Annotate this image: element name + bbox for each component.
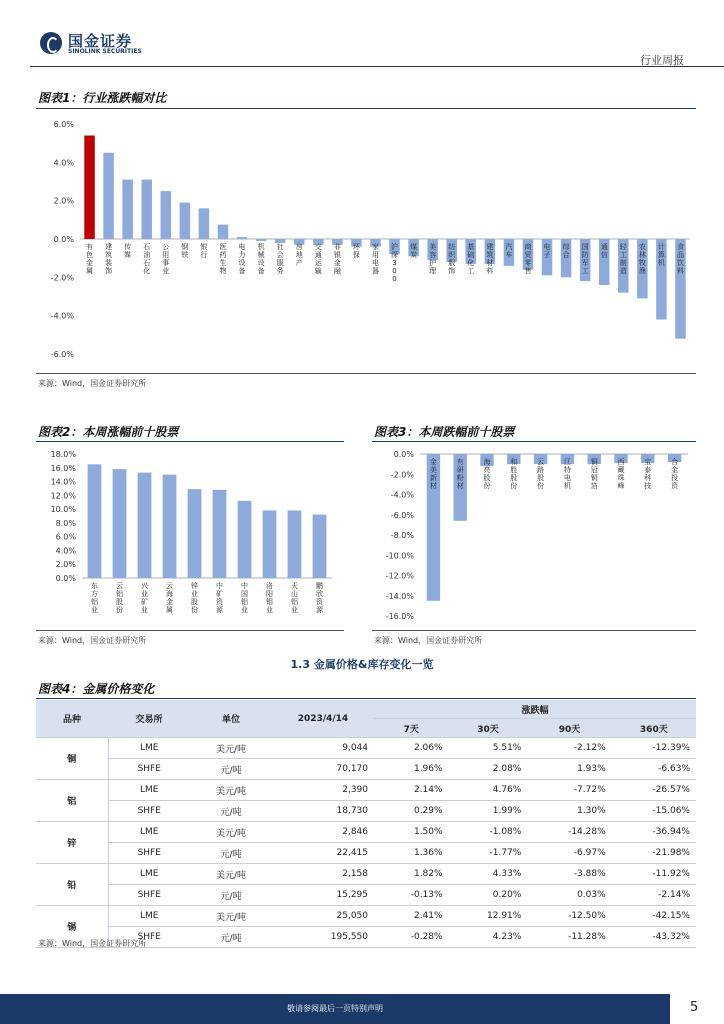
table-row <box>36 843 696 864</box>
bar-5 <box>188 489 202 578</box>
chart2-top-rule <box>36 441 344 442</box>
category-label: 兴业矿业 <box>141 582 148 614</box>
sinolink-logo-icon <box>40 32 62 54</box>
change-30d-cell: -1.08% <box>449 822 528 843</box>
change-360d-cell: -43.32% <box>612 927 696 948</box>
y-tick-label: -6.0% <box>50 350 74 359</box>
price-cell: 70,170 <box>272 759 374 780</box>
change-90d-cell: -3.88% <box>527 864 611 885</box>
bar-9 <box>237 237 247 239</box>
y-tick-label: -2.0% <box>50 273 74 283</box>
y-tick-label: 2.0% <box>55 560 76 570</box>
price-cell: 18,730 <box>272 801 374 822</box>
category-label: 石油石化 <box>143 243 151 275</box>
page-footer <box>0 994 724 1024</box>
unit-cell: 美元/吨 <box>190 906 272 927</box>
y-tick-label: 4.0% <box>55 546 76 556</box>
metal-name-cell: 铅 <box>36 864 108 906</box>
category-label: 综合 <box>562 243 570 259</box>
bar-8 <box>218 225 228 239</box>
unit-cell: 元/吨 <box>190 843 272 864</box>
logo-english-name: SINOLINK SECURITIES <box>68 48 142 55</box>
change-360d-cell: -15.06% <box>612 801 696 822</box>
change-30d-cell: 4.76% <box>449 780 528 801</box>
change-360d-cell: -6.63% <box>612 759 696 780</box>
change-360d-cell: -26.57% <box>612 780 696 801</box>
table-row <box>36 885 696 906</box>
exchange-cell: SHFE <box>108 759 190 780</box>
change-90d-cell: -11.28% <box>527 927 611 948</box>
y-tick-label: 16.0% <box>50 463 76 473</box>
bar-8 <box>263 510 277 578</box>
header-30d: 30天 <box>449 719 528 738</box>
price-cell: 2,158 <box>272 864 374 885</box>
bar-2 <box>103 153 113 239</box>
category-label: 汽车 <box>505 243 513 259</box>
change-360d-cell: -42.15% <box>612 906 696 927</box>
chart3-bottom-rule <box>372 630 696 631</box>
footer-bar <box>0 994 670 1024</box>
chart1-source: 来源：Wind，国金证券研究所 <box>38 379 147 388</box>
exchange-cell: SHFE <box>108 885 190 906</box>
unit-cell: 美元/吨 <box>190 822 272 843</box>
change-90d-cell: 0.03% <box>527 885 611 906</box>
category-label: 传媒 <box>124 243 132 259</box>
chart3-top-losers <box>372 444 696 630</box>
metal-name-cell: 铜 <box>36 738 108 780</box>
price-cell: 195,550 <box>272 927 374 948</box>
unit-cell: 元/吨 <box>190 927 272 948</box>
exchange-cell: LME <box>108 822 190 843</box>
category-label: 基础化工 <box>467 243 475 275</box>
unit-cell: 美元/吨 <box>190 738 272 759</box>
exchange-cell: LME <box>108 906 190 927</box>
y-tick-label: -10.0% <box>385 551 414 561</box>
category-label: 通信 <box>600 243 608 259</box>
price-cell: 9,044 <box>272 738 374 759</box>
header-change: 涨跌幅 <box>374 700 696 719</box>
change-360d-cell: -36.94% <box>612 822 696 843</box>
category-label: 云路股份 <box>537 458 545 490</box>
y-tick-label: 8.0% <box>55 518 76 528</box>
category-label: 东方铝业 <box>91 582 98 614</box>
change-7d-cell: 2.41% <box>374 906 449 927</box>
price-cell: 25,050 <box>272 906 374 927</box>
change-90d-cell: 1.93% <box>527 759 611 780</box>
y-tick-label: 2.0% <box>53 196 74 206</box>
category-label: 煤炭 <box>410 243 418 259</box>
header-divider <box>30 66 724 67</box>
category-label: 纺织服饰 <box>448 243 456 275</box>
exchange-cell: SHFE <box>108 801 190 822</box>
bar-10 <box>256 239 266 241</box>
change-360d-cell: -12.39% <box>612 738 696 759</box>
category-label: 有色金属 <box>86 243 94 275</box>
bar-7 <box>238 501 252 578</box>
y-tick-label: 18.0% <box>50 450 76 459</box>
category-label: 家用电器 <box>371 243 379 275</box>
y-tick-label: 6.0% <box>55 532 76 542</box>
header-90d: 90天 <box>527 719 611 738</box>
y-tick-label: -6.0% <box>390 510 414 520</box>
table-row <box>36 801 696 822</box>
chart1-title: 图表1：行业涨跌幅对比 <box>38 91 167 105</box>
chart2-title: 图表2：本周涨幅前十股票 <box>38 425 179 439</box>
category-label: 天山铝业 <box>291 582 298 614</box>
category-label: 有研粉材 <box>456 458 464 490</box>
y-tick-label: -8.0% <box>390 531 414 540</box>
price-cell: 2,390 <box>272 780 374 801</box>
price-cell: 2,846 <box>272 822 374 843</box>
price-cell: 15,295 <box>272 885 374 906</box>
chart1-top-rule <box>36 108 696 109</box>
category-label: 合金投资 <box>671 458 679 490</box>
exchange-cell: LME <box>108 738 190 759</box>
table-row <box>36 759 696 780</box>
bar-2 <box>113 469 127 578</box>
page-number: 5 <box>690 1000 699 1015</box>
y-tick-label: 12.0% <box>50 491 76 501</box>
chart3-title: 图表3：本周跌幅前十股票 <box>374 425 515 439</box>
metal-price-table <box>36 700 696 948</box>
bar-4 <box>163 475 177 578</box>
table-title: 图表4：金属价格变化 <box>38 682 155 696</box>
change-30d-cell: 5.51% <box>449 738 528 759</box>
category-label: 金美新材 <box>429 458 437 490</box>
price-cell: 22,415 <box>272 843 374 864</box>
category-label: 建筑装饰 <box>105 243 113 275</box>
bar-3 <box>138 473 152 578</box>
category-label: 机械设备 <box>257 243 265 275</box>
change-90d-cell: -7.72% <box>527 780 611 801</box>
exchange-cell: SHFE <box>108 843 190 864</box>
y-tick-label: 10.0% <box>50 505 76 515</box>
category-label: 沪深 3 0 0 <box>391 243 399 283</box>
change-30d-cell: 1.99% <box>449 801 528 822</box>
change-90d-cell: -6.97% <box>527 843 611 864</box>
table-row <box>36 864 696 885</box>
category-label: 鹏欣资源 <box>316 582 323 614</box>
bar-9 <box>288 510 302 578</box>
category-label: 西藏珠峰 <box>617 458 625 490</box>
change-7d-cell: 2.06% <box>374 738 449 759</box>
y-tick-label: -16.0% <box>385 612 414 621</box>
chart1-bottom-rule <box>36 373 696 374</box>
change-360d-cell: -11.92% <box>612 864 696 885</box>
category-label: 宝泰科技 <box>644 458 652 490</box>
category-label: 云铝股份 <box>116 582 123 614</box>
bar-1 <box>88 464 102 578</box>
y-tick-label: -4.0% <box>390 490 414 500</box>
change-7d-cell: -0.28% <box>374 927 449 948</box>
change-7d-cell: 1.82% <box>374 864 449 885</box>
y-tick-label: 14.0% <box>50 477 76 487</box>
y-tick-label: 4.0% <box>53 158 74 168</box>
bar-5 <box>161 191 171 239</box>
header-7d: 7天 <box>374 719 449 738</box>
table-row <box>36 822 696 843</box>
category-label: 食品饮料 <box>676 243 684 275</box>
metal-name-cell: 铝 <box>36 780 108 822</box>
logo-chinese-name: 国金证券 <box>68 32 133 50</box>
change-7d-cell: 1.36% <box>374 843 449 864</box>
category-label: 房地产 <box>295 243 303 267</box>
category-label: 社会服务 <box>276 243 284 275</box>
category-label: 铜冠铜箔 <box>590 458 598 490</box>
change-360d-cell: -21.98% <box>612 843 696 864</box>
change-90d-cell: -14.28% <box>527 822 611 843</box>
change-30d-cell: 2.08% <box>449 759 528 780</box>
category-label: 和胜股份 <box>510 458 518 490</box>
category-label: 钢铁 <box>181 243 189 259</box>
category-label: 计算机 <box>657 243 665 267</box>
change-30d-cell: 4.23% <box>449 927 528 948</box>
chart3-source: 来源：Wind，国金证券研究所 <box>374 636 483 645</box>
metal-name-cell: 锌 <box>36 822 108 864</box>
change-7d-cell: 2.14% <box>374 780 449 801</box>
category-label: 农林牧渔 <box>638 243 646 275</box>
y-tick-label: -12.0% <box>385 571 414 581</box>
chart3-top-rule <box>372 441 696 442</box>
category-label: 医药生物 <box>219 243 227 275</box>
change-30d-cell: 12.91% <box>449 906 528 927</box>
chart2-source: 来源：Wind，国金证券研究所 <box>38 636 147 645</box>
change-30d-cell: 4.33% <box>449 864 528 885</box>
y-tick-label: 6.0% <box>53 120 74 129</box>
category-label: 中国铝业 <box>241 582 248 614</box>
change-90d-cell: -2.12% <box>527 738 611 759</box>
change-7d-cell: 1.50% <box>374 822 449 843</box>
table-top-rule <box>36 698 696 699</box>
unit-cell: 美元/吨 <box>190 864 272 885</box>
table-row <box>36 738 696 759</box>
footer-disclaimer: 敬请参阅最后一页特别声明 <box>287 1004 383 1013</box>
category-label: 国防军工 <box>581 243 589 275</box>
category-label: 建筑材料 <box>486 243 494 275</box>
change-7d-cell: 1.96% <box>374 759 449 780</box>
category-label: 公用事业 <box>162 243 170 275</box>
report-type-label: 行业周报 <box>640 54 684 67</box>
bar-6 <box>180 203 190 239</box>
unit-cell: 美元/吨 <box>190 780 272 801</box>
category-label: 美容护理 <box>429 243 437 275</box>
y-tick-label: 0.0% <box>53 235 74 244</box>
unit-cell: 元/吨 <box>190 759 272 780</box>
header-metal: 品种 <box>36 700 108 738</box>
bar-3 <box>122 180 132 239</box>
chart2-bottom-rule <box>36 630 344 631</box>
category-label: 非银金融 <box>333 243 341 275</box>
category-label: 海亮股份 <box>483 458 491 490</box>
category-label: 交通运输 <box>314 243 322 275</box>
category-label: 江特电机 <box>563 458 571 490</box>
category-label: 云海金属 <box>166 582 173 614</box>
change-30d-cell: 0.20% <box>449 885 528 906</box>
y-tick-label: -4.0% <box>50 311 74 321</box>
change-7d-cell: -0.13% <box>374 885 449 906</box>
exchange-cell: SHFE <box>108 927 190 948</box>
table-source: 来源：Wind，国金证券研究所 <box>38 939 147 948</box>
category-label: 环保 <box>352 243 360 259</box>
header-date: 2023/4/14 <box>272 700 374 738</box>
bar-10 <box>313 515 327 578</box>
y-tick-label: 0.0% <box>55 574 76 583</box>
bar-4 <box>141 180 151 239</box>
table-row <box>36 906 696 927</box>
header-exchange: 交易所 <box>108 700 190 738</box>
chart1-industry-change <box>36 112 696 372</box>
unit-cell: 元/吨 <box>190 801 272 822</box>
category-label: 中矿资源 <box>216 582 223 614</box>
table-row <box>36 780 696 801</box>
change-90d-cell: 1.30% <box>527 801 611 822</box>
change-360d-cell: -2.14% <box>612 885 696 906</box>
category-label: 银行 <box>200 243 208 259</box>
y-tick-label: 0.0% <box>393 450 414 459</box>
change-7d-cell: 0.29% <box>374 801 449 822</box>
bar-1 <box>84 136 94 240</box>
change-30d-cell: -1.77% <box>449 843 528 864</box>
unit-cell: 元/吨 <box>190 885 272 906</box>
header-unit: 单位 <box>190 700 272 738</box>
category-label: 轻工制造 <box>619 243 627 275</box>
exchange-cell: LME <box>108 864 190 885</box>
category-label: 商贸零售 <box>524 243 532 275</box>
category-label: 电子 <box>543 243 551 259</box>
bar-7 <box>199 208 209 239</box>
category-label: 锌业股份 <box>191 582 198 614</box>
header-360d: 360天 <box>612 719 696 738</box>
y-tick-label: -14.0% <box>385 591 414 601</box>
y-tick-label: -2.0% <box>390 470 414 480</box>
exchange-cell: LME <box>108 780 190 801</box>
category-label: 电力设备 <box>238 243 246 275</box>
section-heading: 1.3 金属价格&库存变化一览 <box>290 658 434 671</box>
metal-name-cell: 锡 <box>36 906 108 948</box>
chart2-top-gainers <box>36 444 344 630</box>
bar-6 <box>213 490 227 578</box>
category-label: 洛阳钼业 <box>266 582 273 614</box>
change-90d-cell: -12.50% <box>527 906 611 927</box>
